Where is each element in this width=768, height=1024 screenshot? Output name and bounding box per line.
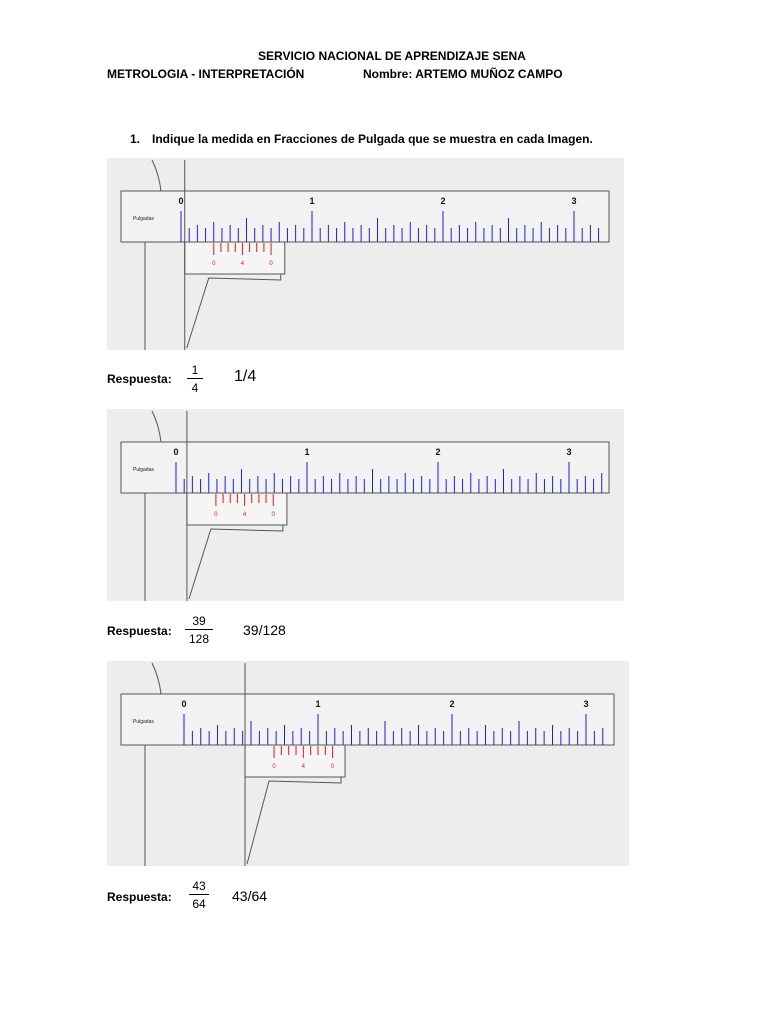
main-scale-number: 2 bbox=[435, 447, 441, 457]
sliding-jaw-outline bbox=[189, 525, 283, 599]
question-1 bbox=[130, 132, 593, 146]
caliper-image-3 bbox=[107, 661, 629, 866]
vernier-number: 0 bbox=[330, 764, 335, 770]
main-scale-number: 0 bbox=[173, 447, 179, 457]
main-scale-number: 0 bbox=[181, 699, 187, 709]
scale-label: Pulgadas bbox=[133, 216, 154, 222]
fraction-denominator: 4 bbox=[191, 381, 199, 395]
answer-text: 39/128 bbox=[243, 622, 286, 638]
sliding-jaw-outline bbox=[187, 274, 281, 348]
fraction-numerator: 43 bbox=[189, 880, 209, 895]
vernier-slider bbox=[245, 745, 345, 777]
main-scale-number: 1 bbox=[315, 699, 321, 709]
institution-title: SERVICIO NACIONAL DE APRENDIZAJE SENA bbox=[258, 49, 526, 63]
caliper-drawing bbox=[107, 158, 624, 350]
answer-fraction bbox=[185, 615, 213, 645]
fraction-denominator: 64 bbox=[192, 897, 206, 911]
vernier-number: 0 bbox=[271, 512, 275, 518]
answer-label: Respuesta: bbox=[107, 624, 172, 638]
main-scale-number: 1 bbox=[304, 447, 310, 457]
fraction-numerator: 39 bbox=[185, 615, 213, 630]
main-beam bbox=[121, 191, 609, 242]
caliper-image-1 bbox=[107, 158, 624, 350]
course-title: METROLOGIA - INTERPRETACIÓN bbox=[107, 67, 305, 81]
main-scale-number: 2 bbox=[440, 196, 446, 206]
fixed-jaw-edge bbox=[152, 160, 161, 191]
scale-label: Pulgadas bbox=[133, 467, 154, 473]
vernier-number: 4 bbox=[240, 261, 245, 267]
main-scale-number: 3 bbox=[571, 196, 577, 206]
main-scale-number: 0 bbox=[178, 196, 184, 206]
vernier-number: 0 bbox=[272, 764, 276, 770]
fraction-denominator: 128 bbox=[188, 632, 210, 646]
answer-fraction bbox=[189, 880, 209, 910]
vernier-number: 0 bbox=[212, 261, 216, 267]
vernier-number: 0 bbox=[214, 512, 218, 518]
main-scale-number: 3 bbox=[583, 699, 589, 709]
vernier-number: 4 bbox=[301, 764, 306, 770]
main-scale-number: 2 bbox=[449, 699, 455, 709]
fixed-jaw-edge bbox=[152, 663, 161, 694]
main-scale-number: 3 bbox=[566, 447, 572, 457]
question-text: Indique la medida en Fracciones de Pulgada que se muestra en cada Imagen. bbox=[152, 132, 593, 146]
question-number: 1. bbox=[130, 132, 141, 146]
caliper-image-2 bbox=[107, 409, 624, 601]
scale-label: Pulgadas bbox=[133, 719, 154, 725]
answer-text: 1/4 bbox=[234, 368, 257, 385]
answer-fraction bbox=[187, 364, 203, 394]
answer-label: Respuesta: bbox=[107, 372, 172, 386]
fixed-jaw-edge bbox=[152, 411, 161, 442]
answer-text: 43/64 bbox=[232, 888, 268, 904]
fraction-numerator: 1 bbox=[187, 364, 203, 379]
answer-label: Respuesta: bbox=[107, 890, 172, 904]
caliper-drawing bbox=[107, 661, 629, 866]
vernier-number: 0 bbox=[269, 261, 273, 267]
caliper-drawing bbox=[107, 409, 624, 601]
vernier-number: 4 bbox=[242, 512, 247, 518]
student-name: Nombre: ARTEMO MUÑOZ CAMPO bbox=[363, 67, 563, 81]
main-beam bbox=[121, 694, 614, 745]
sliding-jaw-outline bbox=[247, 777, 341, 864]
main-scale-number: 1 bbox=[309, 196, 315, 206]
